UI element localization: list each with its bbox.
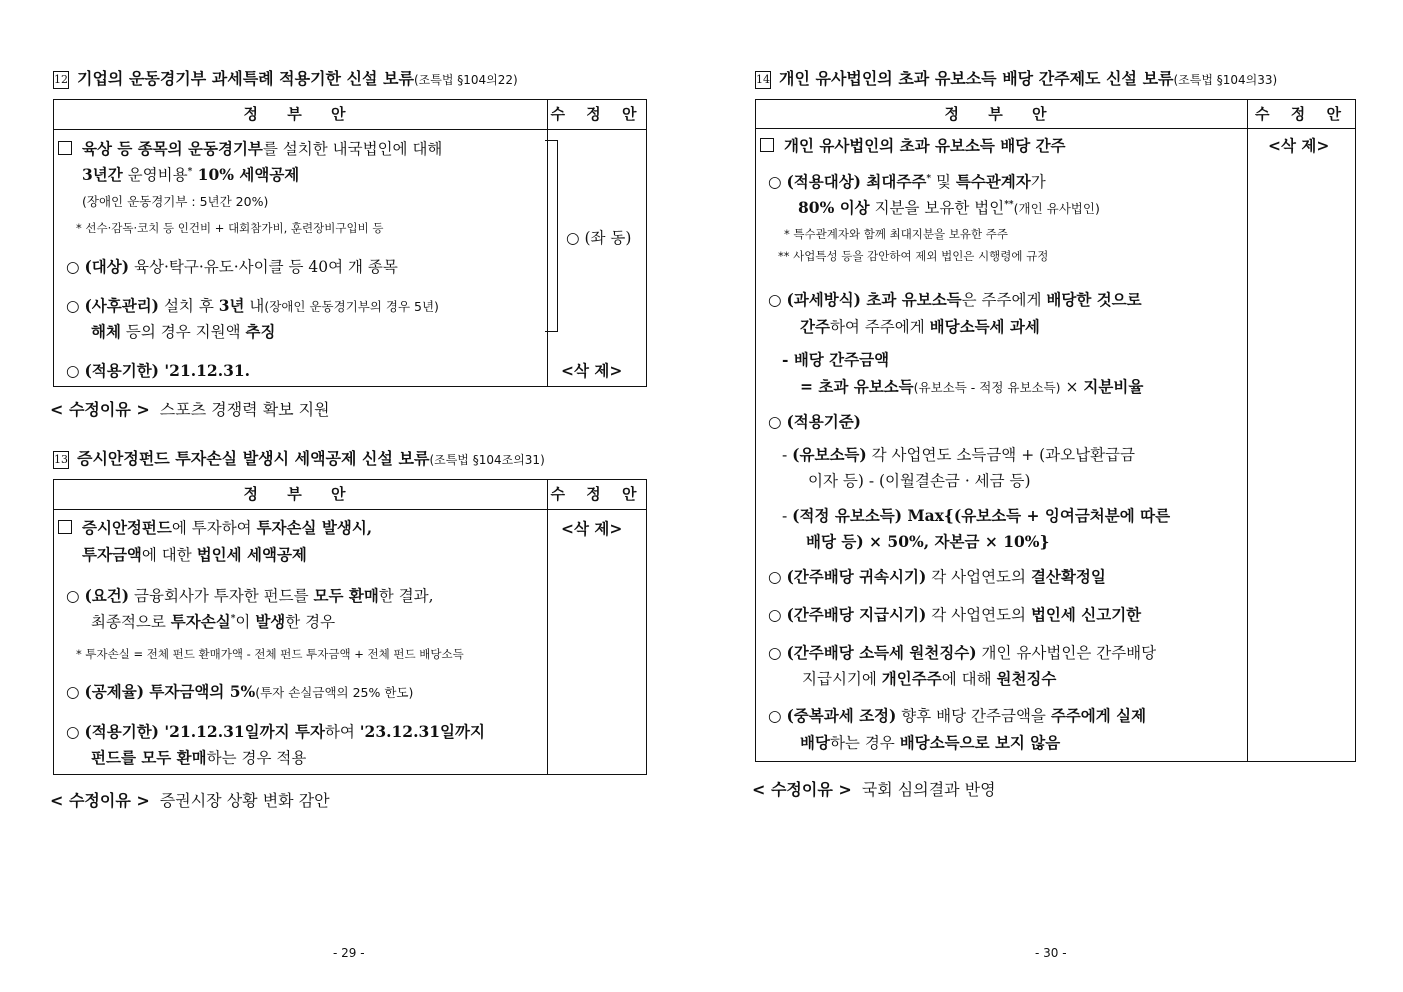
header-government-proposal: 정 부 안 [243, 105, 358, 123]
text-line: 지급시기에 개인주주에 대해 원천징수 [802, 669, 1057, 688]
checkbox-square-icon [58, 141, 72, 155]
section-number: 14 [755, 71, 771, 89]
section-14-table [755, 99, 1356, 762]
page-number: - 29 - [333, 946, 365, 960]
text-line: = 초과 유보소득(유보소득 - 적정 유보소득) × 지분비율 [800, 377, 1144, 396]
reason-label: < 수정이유 > [50, 400, 150, 419]
section-14-reason [752, 777, 996, 800]
revised-deleted: <삭 제> [1268, 136, 1330, 155]
law-reference: (조특법 §104조의31) [429, 453, 545, 467]
section-13-table [53, 479, 647, 775]
header-revised-proposal: 수 정 안 [1255, 105, 1349, 123]
section-title-text: 기업의 운동경기부 과세특례 적용기한 신설 보류 [77, 69, 414, 88]
bracket-icon [545, 140, 558, 332]
text-line: ○ (과세방식) 초과 유보소득은 주주에게 배당한 것으로 [768, 290, 1142, 309]
text-line: 육상 등 종목의 운동경기부를 설치한 내국법인에 대해 [58, 137, 442, 159]
text-line: ○ (적용기한) '21.12.31일까지 투자하여 '23.12.31일까지 [66, 722, 485, 741]
section-title-text: 개인 유사법인의 초과 유보소득 배당 간주제도 신설 보류 [779, 69, 1174, 88]
reason-text: 증권시장 상황 변화 감안 [159, 791, 330, 810]
section-12-reason [50, 397, 330, 420]
text-line: - (적정 유보소득) Max{(유보소득 + 잉여금처분에 따른 [782, 506, 1171, 525]
header-revised-proposal: 수 정 안 [550, 105, 645, 123]
text-line: - (유보소득) 각 사업연도 소득금액 + (과오납환급금 [782, 445, 1135, 464]
section-13-title [53, 446, 545, 469]
text-line: ○ (적용기한) '21.12.31. [66, 361, 251, 380]
checkbox-square-icon [760, 138, 774, 152]
text-line: ○ (대상) 육상·탁구·유도·사이클 등 40여 개 종목 [66, 257, 398, 276]
section-number: 13 [53, 451, 69, 469]
text-line: 80% 이상 지분을 보유한 법인**(개인 유사법인) [798, 198, 1100, 217]
law-reference: (조특법 §104의22) [413, 73, 518, 87]
section-12-table [53, 99, 647, 387]
text-line: 펀드를 모두 환매하는 경우 적용 [91, 748, 307, 767]
checkbox-square-icon [58, 520, 72, 534]
text-line: 증시안정펀드에 투자하여 투자손실 발생시, [58, 516, 372, 538]
text-line: 최종적으로 투자손실*이 발생한 경우 [91, 612, 336, 631]
footnote: * 선수·감독·코치 등 인건비 + 대회참가비, 훈련장비구입비 등 [76, 221, 384, 235]
text-line: 배당하는 경우 배당소득으로 보지 않음 [800, 733, 1061, 752]
footnote: ** 사업특성 등을 감안하여 제외 법인은 시행령에 규정 [778, 249, 1049, 263]
section-14-title [755, 66, 1277, 89]
text-line: - 배당 간주금액 [782, 350, 890, 369]
page-number: - 30 - [1035, 946, 1067, 960]
law-reference: (조특법 §104의33) [1173, 73, 1278, 87]
text-line: ○ (간주배당 소득세 원천징수) 개인 유사법인은 간주배당 [768, 643, 1157, 662]
reason-text: 국회 심의결과 반영 [861, 780, 996, 799]
text-line: ○ (적용대상) 최대주주* 및 특수관계자가 [768, 172, 1046, 191]
text-line: 배당 등) × 50%, 자본금 × 10%} [806, 532, 1050, 551]
footnote: * 투자손실 = 전체 펀드 환매가액 - 전체 펀드 투자금액 + 전체 펀드 배당소득 [76, 647, 464, 661]
text-line: 투자금액에 대한 법인세 세액공제 [82, 545, 307, 564]
reason-label: < 수정이유 > [752, 780, 852, 799]
revised-deleted: <삭 제> [561, 361, 623, 380]
text-line: 해체 등의 경우 지원액 추징 [91, 322, 276, 341]
text-line: ○ (요건) 금융회사가 투자한 펀드를 모두 환매한 결과, [66, 586, 434, 605]
reason-label: < 수정이유 > [50, 791, 150, 810]
header-revised-proposal: 수 정 안 [550, 485, 645, 503]
section-number: 12 [53, 71, 69, 89]
header-government-proposal: 정 부 안 [243, 485, 358, 503]
revised-deleted: <삭 제> [561, 519, 623, 538]
reason-text: 스포츠 경쟁력 확보 지원 [159, 400, 330, 419]
text-line: 3년간 운영비용* 10% 세액공제 [82, 165, 300, 184]
section-title-text: 증시안정펀드 투자손실 발생시 세액공제 신설 보류 [77, 449, 430, 468]
footnote: * 특수관계자와 함께 최대지분을 보유한 주주 [784, 227, 1008, 241]
revised-same: ○ (좌 동) [566, 229, 632, 247]
text-line: 개인 유사법인의 초과 유보소득 배당 간주 [760, 134, 1066, 156]
text-line: ○ (중복과세 조정) 향후 배당 간주금액을 주주에게 실제 [768, 706, 1147, 725]
text-line: ○ (간주배당 지급시기) 각 사업연도의 법인세 신고기한 [768, 605, 1142, 624]
section-13-reason [50, 788, 330, 811]
header-government-proposal: 정 부 안 [944, 105, 1059, 123]
section-12-title [53, 66, 518, 89]
text-line: ○ (적용기준) [768, 412, 862, 431]
text-line: ○ (공제율) 투자금액의 5%(투자 손실금액의 25% 한도) [66, 682, 414, 701]
text-line: ○ (사후관리) 설치 후 3년 내(장애인 운동경기부의 경우 5년) [66, 296, 439, 315]
text-line: ○ (간주배당 귀속시기) 각 사업연도의 결산확정일 [768, 567, 1106, 586]
text-line: 이자 등) - (이월결손금 · 세금 등) [808, 472, 1031, 490]
text-line: (장애인 운동경기부 : 5년간 20%) [82, 194, 269, 209]
text-line: 간주하여 주주에게 배당소득세 과세 [800, 317, 1040, 336]
